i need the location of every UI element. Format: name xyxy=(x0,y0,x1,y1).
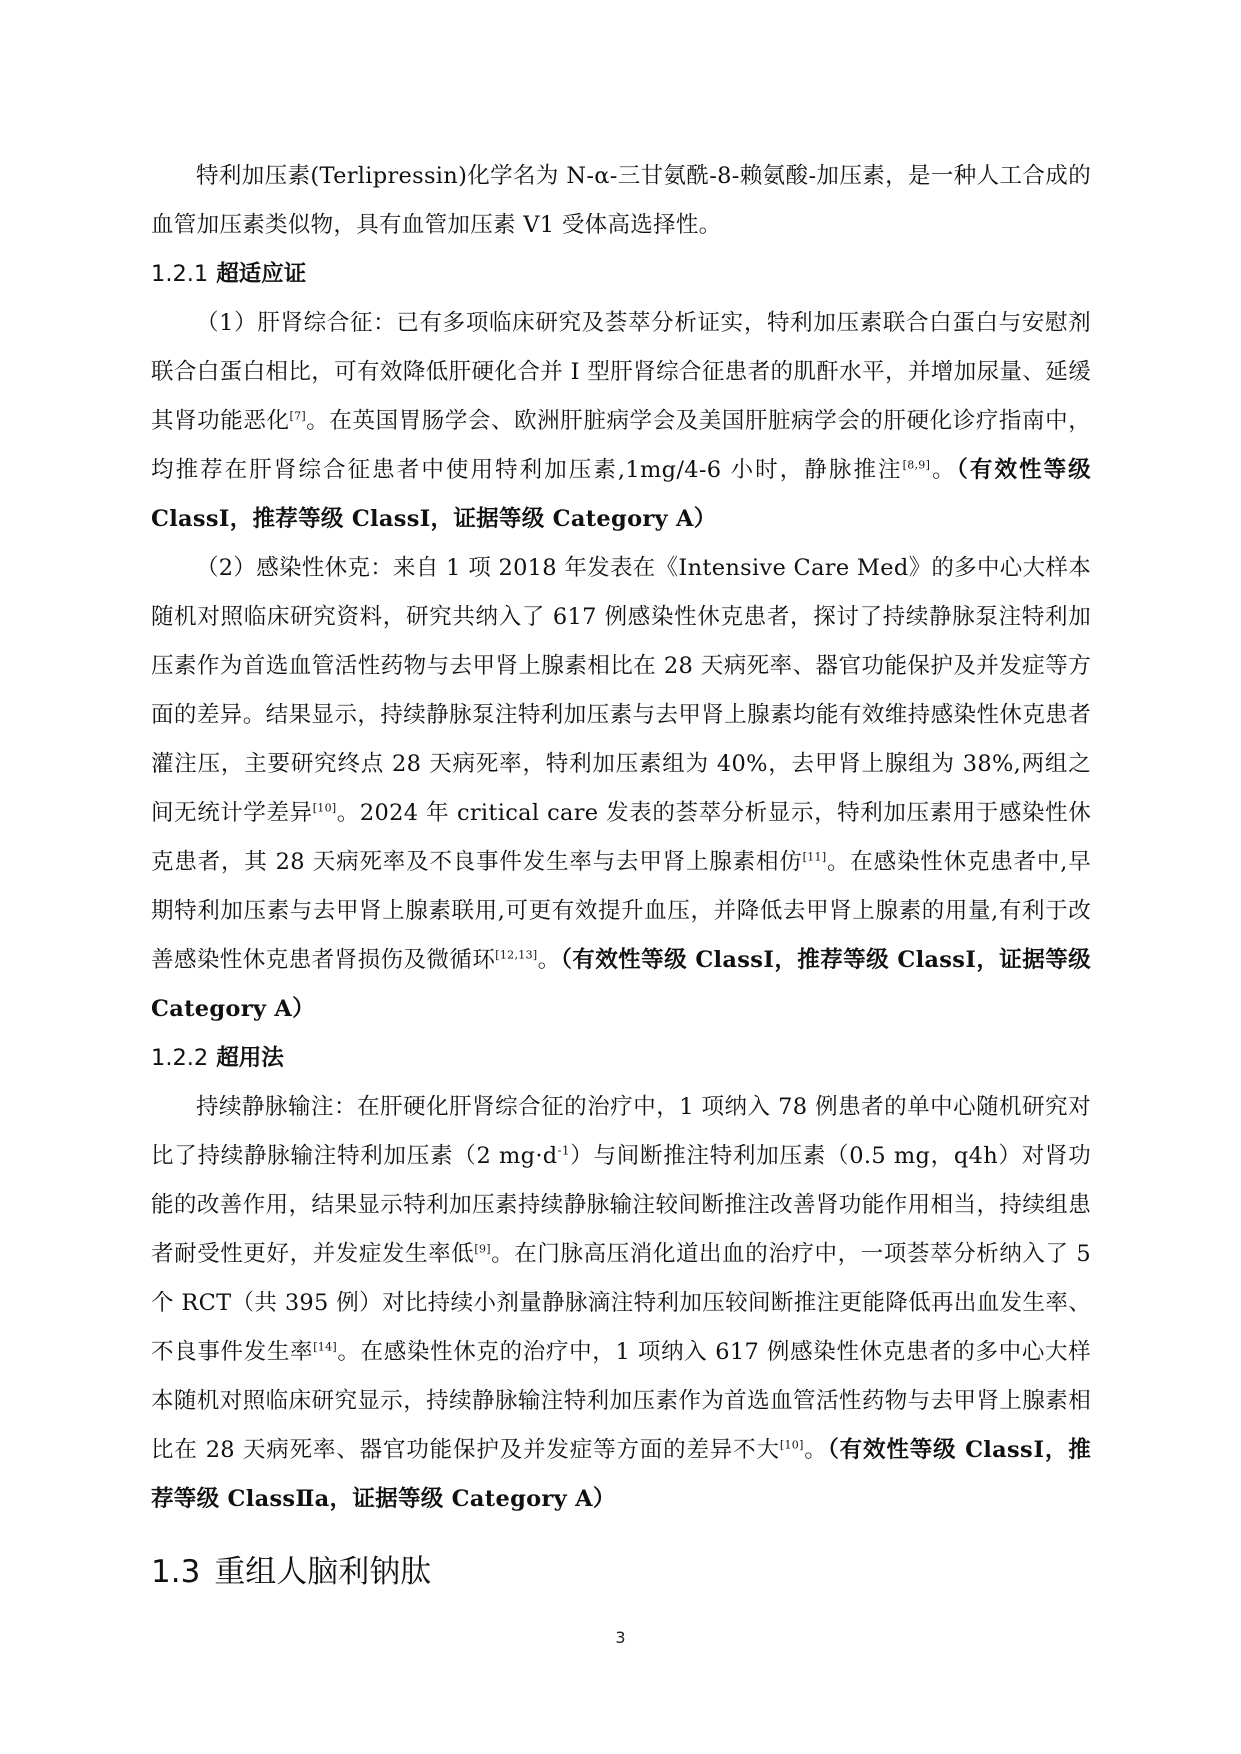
citation: [9] xyxy=(474,1242,491,1256)
evidence-level: （有效性等级 ClassⅠ，推荐等级 ClassⅡa，证据等级 Category A） xyxy=(151,1437,1091,1512)
page-content xyxy=(151,152,1091,1594)
paragraph-text: 持续静脉输注：在肝硬化肝肾综合征的治疗中，1 项纳入 78 例患者的单中心随机研究对比了持续静脉输注特利加压素（2 mg·d xyxy=(151,1094,1091,1169)
subsection-title: 超适应证 xyxy=(216,261,307,287)
continuous-infusion-paragraph xyxy=(151,1083,1091,1524)
intro-text: 特利加压素(Terlipressin)化学名为 N-α-三甘氨酰-8-赖氨酸-加压素，是一种人工合成的血管加压素类似物，具有血管加压素 V1 受体高选择性。 xyxy=(151,163,1091,238)
paragraph-text: （2）感染性休克：来自 1 项 2018 年发表在《Intensive Care Med》的多中心大样本随机对照临床研究资料，研究共纳入了 617 例感染性休克患者，探讨了持续静脉泵注特利加压素作为首选血管活性药物与去甲肾上腺素相比在 28 天病死率、器官功能保护及并发症等方面的差异。结果显示，持续静脉泵注特利加压素与去甲肾上腺素均能有效维持感染性休克患者灌注压，主要研究终点 28 天病死率，特利加压素组为 40%，去甲肾上腺组为 38%,两组之间无统计学差异 xyxy=(151,555,1091,826)
subsection-number: 1.2.2 xyxy=(151,1045,209,1071)
citation: [11] xyxy=(802,850,827,864)
paragraph-text: 。 xyxy=(930,457,957,483)
evidence-level: （有效性等级 ClassⅠ，推荐等级 ClassⅠ，证据等级 Category A） xyxy=(151,457,1091,532)
citation: [12,13] xyxy=(495,948,538,962)
paragraph-text: 。在感染性休克患者中,早期特利加压素与去甲肾上腺素联用,可更有效提升血压，并降低去甲肾上腺素的用量,有利于改善感染性休克患者肾损伤及微循环 xyxy=(151,849,1091,973)
paragraph-text: 。在门脉高压消化道出血的治疗中，一项荟萃分析纳入了 5 个 RCT（共 395 例）对比持续小剂量静脉滴注特利加压较间断推注更能降低再出血发生率、不良事件发生率 xyxy=(151,1241,1092,1365)
citation: [14] xyxy=(313,1340,337,1354)
citation: [10] xyxy=(779,1438,804,1452)
page-number: 3 xyxy=(615,1628,626,1647)
paragraph-text: （1）肝肾综合征：已有多项临床研究及荟萃分析证实，特利加压素联合白蛋白与安慰剂联合白蛋白相比，可有效降低肝硬化合并 I 型肝肾综合征患者的肌酐水平，并增加尿量、延缓其肾功能恶化 xyxy=(151,310,1091,434)
subsection-heading-1-2-1 xyxy=(151,250,1091,299)
paragraph-text: 。在英国胃肠学会、欧洲肝脏病学会及美国肝脏病学会的肝硬化诊疗指南中，均推荐在肝肾综合征患者中使用特利加压素,1mg/4-6 小时，静脉推注 xyxy=(151,408,1091,483)
hepatorenal-paragraph xyxy=(151,299,1091,544)
citation: [8,9] xyxy=(902,458,931,472)
paragraph-text: 。2024 年 critical care 发表的荟萃分析显示，特利加压素用于感染性休克患者，其 28 天病死率及不良事件发生率与去甲肾上腺素相仿 xyxy=(151,800,1091,875)
section-title: 重组人脑利钠肽 xyxy=(214,1554,432,1590)
evidence-level: （有效性等级 ClassⅠ，推荐等级 ClassⅠ，证据等级 Category A） xyxy=(151,947,1091,1022)
paragraph-text: 。在感染性休克的治疗中，1 项纳入 617 例感染性休克患者的多中心大样本随机对照临床研究显示，持续静脉输注特利加压素作为首选血管活性药物与去甲肾上腺素相比在 28 天病死率、器官功能保护及并发症等方面的差异不大 xyxy=(151,1339,1091,1463)
intro-paragraph xyxy=(151,152,1091,250)
paragraph-text: 。 xyxy=(537,947,561,973)
section-heading-1-3 xyxy=(151,1550,1091,1594)
paragraph-text: 。 xyxy=(803,1437,828,1463)
citation: [7] xyxy=(289,409,307,423)
superscript: -1 xyxy=(557,1143,570,1158)
septic-shock-paragraph xyxy=(151,544,1091,1034)
subsection-title: 超用法 xyxy=(216,1045,284,1071)
subsection-number: 1.2.1 xyxy=(151,261,209,287)
citation: [10] xyxy=(312,801,337,815)
section-number: 1.3 xyxy=(151,1554,201,1590)
subsection-heading-1-2-2 xyxy=(151,1034,1091,1083)
paragraph-text: ）与间断推注特利加压素（0.5 mg，q4h）对肾功能的改善作用，结果显示特利加压素持续静脉输注较间断推注改善肾功能作用相当，持续组患者耐受性更好，并发症发生率低 xyxy=(151,1143,1091,1267)
